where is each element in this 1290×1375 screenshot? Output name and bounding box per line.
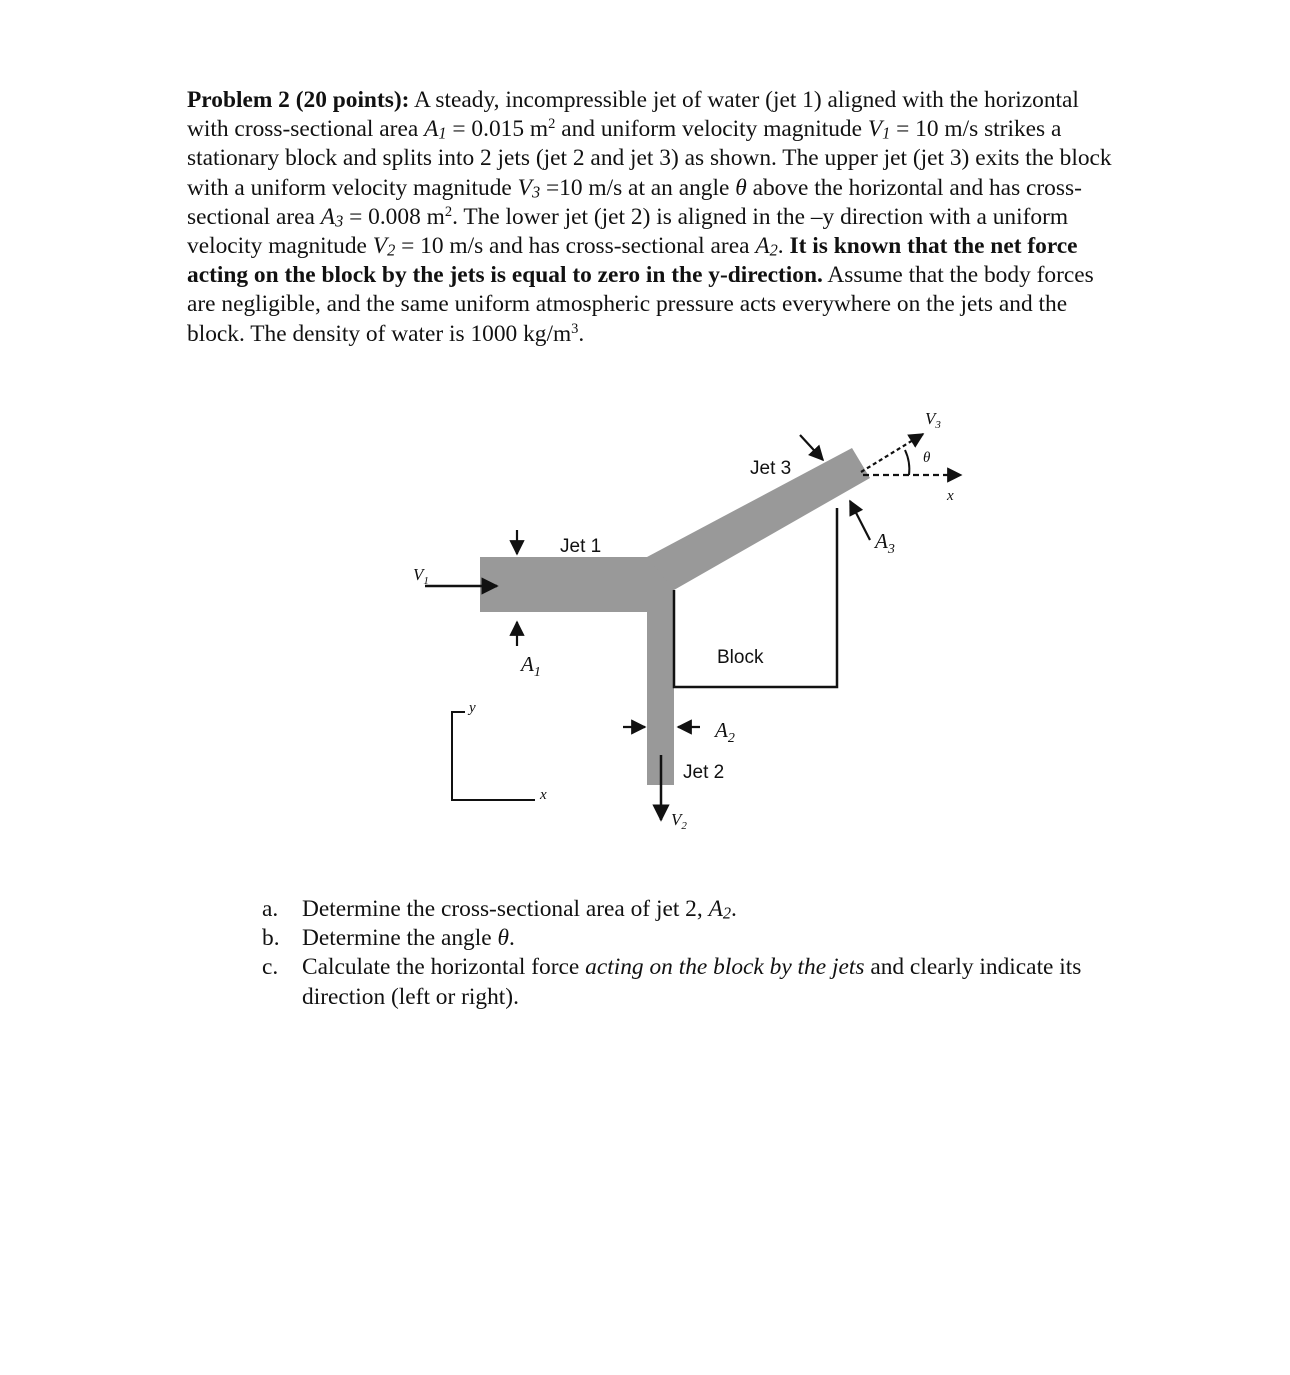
question-text: Determine the cross-sectional area of jet 2, bbox=[302, 896, 709, 922]
problem-bold-condition: It is known that the net force acting on the block by the jets is equal to zero in the y-direction. bbox=[187, 233, 1078, 289]
problem-text: = 0.008 m bbox=[343, 203, 445, 230]
question-marker: b. bbox=[262, 925, 280, 952]
problem-statement bbox=[187, 86, 1112, 349]
label-v2 bbox=[671, 810, 687, 832]
v3-subscript: 3 bbox=[935, 419, 941, 431]
a1-symbol: A bbox=[521, 652, 534, 676]
label-block: Block bbox=[717, 647, 764, 668]
jet2-body bbox=[647, 557, 674, 785]
problem-text: . bbox=[777, 233, 790, 260]
symbol-v2: V bbox=[372, 233, 388, 260]
subscript: 3 bbox=[335, 211, 344, 231]
subscript: 2 bbox=[769, 240, 778, 260]
problem-text: . bbox=[578, 320, 585, 347]
a1-subscript: 1 bbox=[533, 665, 541, 680]
v1-symbol: V bbox=[413, 565, 424, 584]
a3-subscript: 3 bbox=[887, 542, 895, 557]
problem-text: Assume that the body forces are negligible, and the same uniform atmospheric pressure acts everywhere on the jets and the block. The density of water is 1000 kg/m bbox=[187, 262, 1094, 347]
question-symbol: θ bbox=[497, 925, 509, 952]
coordinate-axes bbox=[452, 712, 535, 800]
jet-block-figure bbox=[395, 400, 985, 850]
question-marker: c. bbox=[262, 954, 279, 981]
question-marker: a. bbox=[262, 896, 279, 922]
a3-bottom-arrow bbox=[850, 501, 870, 540]
question-italic-phrase: acting on the block by the jets bbox=[585, 954, 865, 981]
problem-text: = 10 m/s strikes a stationary block and splits into 2 jets (jet 2 and jet 3) as shown. The upper jet (jet 3) exits the block with a uniform velocity magnitude bbox=[187, 116, 1112, 201]
a2-symbol: A bbox=[715, 718, 728, 742]
symbol-a2: A bbox=[755, 233, 770, 260]
question-text: . bbox=[509, 925, 515, 952]
theta-arc bbox=[905, 450, 909, 475]
label-jet1: Jet 1 bbox=[560, 536, 602, 557]
symbol-a1: A bbox=[424, 116, 439, 143]
question-c bbox=[262, 953, 1132, 1011]
problem-text: above the horizontal and has cross-sectional area bbox=[187, 174, 1082, 230]
symbol-theta: θ bbox=[735, 174, 747, 201]
v3-symbol: V bbox=[925, 409, 936, 428]
question-b bbox=[262, 924, 1132, 953]
label-y-axis: y bbox=[469, 700, 476, 716]
question-text: Determine the angle bbox=[302, 925, 498, 952]
subscript: 2 bbox=[387, 240, 396, 260]
problem-heading: Problem 2 (20 points): bbox=[187, 87, 410, 113]
problem-text: =10 m/s at an angle bbox=[540, 174, 736, 201]
problem-text: . The lower jet (jet 2) is aligned in the –y direction with a uniform velocity magnitude bbox=[187, 203, 1069, 260]
superscript: 2 bbox=[548, 116, 556, 133]
question-text: . bbox=[731, 896, 737, 922]
label-a3 bbox=[873, 529, 895, 557]
question-subscript: 2 bbox=[722, 903, 732, 923]
label-a2 bbox=[713, 718, 735, 746]
problem-text: and uniform velocity magnitude bbox=[555, 116, 868, 143]
label-v1 bbox=[413, 565, 429, 587]
label-theta: θ bbox=[923, 450, 931, 466]
v2-subscript: 2 bbox=[681, 820, 687, 832]
symbol-v3: V bbox=[517, 174, 532, 201]
figure-svg bbox=[395, 400, 985, 850]
a2-subscript: 2 bbox=[727, 731, 735, 746]
superscript: 3 bbox=[571, 320, 579, 337]
a3-top-arrow bbox=[800, 435, 823, 460]
label-jet3: Jet 3 bbox=[750, 458, 792, 479]
label-a1 bbox=[519, 652, 541, 680]
label-x-axis: x bbox=[540, 787, 547, 803]
v2-symbol: V bbox=[671, 810, 682, 829]
label-jet2: Jet 2 bbox=[683, 762, 725, 783]
question-list bbox=[262, 895, 1132, 1012]
question-text: Calculate the horizontal force bbox=[302, 954, 586, 981]
subscript: 3 bbox=[531, 182, 541, 202]
subscript: 1 bbox=[438, 123, 447, 143]
question-text: and clearly indicate its direction (left or right). bbox=[302, 954, 1082, 1010]
question-a bbox=[262, 895, 1132, 924]
symbol-a3: A bbox=[320, 203, 336, 230]
problem-text: = 10 m/s and has cross-sectional area bbox=[395, 233, 756, 260]
question-symbol: A bbox=[708, 896, 723, 922]
problem-text: A steady, incompressible jet of water (jet 1) aligned with the horizontal with cross-sectional area bbox=[187, 87, 1079, 143]
a3-symbol: A bbox=[875, 529, 888, 553]
v1-subscript: 1 bbox=[423, 575, 429, 587]
v3-arrow bbox=[861, 434, 923, 472]
subscript: 1 bbox=[882, 123, 891, 143]
label-v3 bbox=[925, 409, 941, 431]
jet1-body bbox=[480, 557, 664, 612]
superscript: 2 bbox=[444, 203, 453, 220]
label-x-jet3: x bbox=[947, 488, 954, 504]
symbol-v1: V bbox=[867, 116, 883, 143]
problem-text: = 0.015 m bbox=[446, 116, 549, 143]
